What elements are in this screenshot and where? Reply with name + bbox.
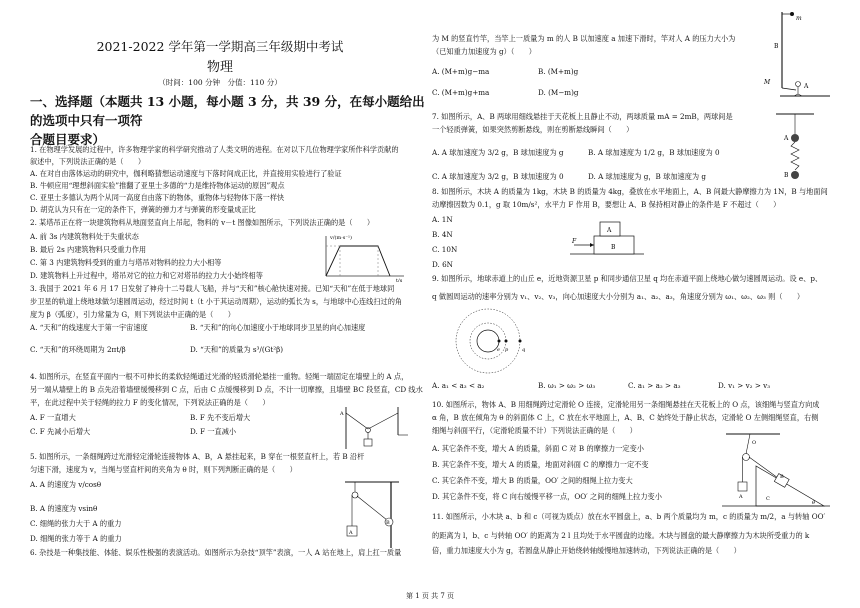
- q8-line: 8. 如图所示，木块 A 的质量为 1kg，木块 B 的质量为 4kg，叠放在水平地面上，A、B 间最大静摩擦力为 1N，B 与地面间: [432, 187, 828, 196]
- fig-label-a: A: [739, 494, 743, 500]
- q6-option: B. (M+m)g: [538, 67, 579, 76]
- q9-option: D. v₁ > v₂ > v₃: [718, 381, 771, 390]
- q1-option: B. 牛顿应用“理想斜面实验”推翻了亚里士多德的“力是维持物体运动的原因”观点: [30, 181, 285, 190]
- q4-line: 4. 如图所示，在竖直平面内一根不可伸长的柔软轻绳通过光滑的轻质滑轮悬挂一重物。轻绳一端固定在墙壁上的 A 点，: [30, 372, 409, 381]
- q9-option: C. a₁ > a₂ > a₃: [628, 381, 681, 390]
- q9-option: A. a₁ < a₃ < a₂: [432, 381, 485, 390]
- vt-graph-figure: [318, 232, 408, 282]
- q2-option: D. 建筑物料上升过程中，塔吊对它的拉力和它对塔吊的拉力大小始终相等: [30, 271, 263, 280]
- q8-option: B. 4N: [432, 230, 453, 239]
- fig-label-b: B: [611, 244, 616, 251]
- q6-line: （已知重力加速度为 g）（ ）: [432, 47, 536, 56]
- fig-label-p: p: [505, 347, 509, 353]
- q6-option: C. (M+m)g+ma: [432, 88, 490, 97]
- q10-option: D. 其它条件不变，将 C 向右缓慢平移一点，OO′ 之间的细绳上拉力变小: [432, 492, 662, 501]
- stacked-blocks-figure: [566, 218, 648, 258]
- q5-option: C. 细绳的张力大于 A 的重力: [30, 519, 122, 528]
- q6-line: 为 M 的竖直竹竿，当竿上一质量为 m 的人 B 以加速度 a 加速下滑时，竿对人 A 的压力大小为: [432, 34, 736, 43]
- q7-option: B. A 球加速度为 1/2 g，B 球加速度为 0: [588, 148, 720, 157]
- q4-line: 平，在此过程中关于轻绳的拉力 F 的变化情况，下列说法正确的是（ ）: [30, 398, 270, 407]
- vt-xlabel: t/s: [396, 278, 403, 282]
- q3-option: D. “天和”的质量为 s³/(Gt²β): [190, 345, 284, 354]
- q8-option: D. 6N: [432, 260, 453, 269]
- q4-option: C. F 先减小后增大: [30, 427, 91, 436]
- section-heading: [30, 92, 425, 149]
- fig-label-m: m: [796, 15, 802, 22]
- exam-title: 2021-2022 学年第一学期高三年级期中考试: [96, 39, 344, 54]
- q4-line: 另一端从墙壁上的 B 点先沿着墙壁缓慢移到 C 点，后由 C 点缓慢移到 D 点，不计一切摩擦，且墙壁 BC 段竖直，CD 线水: [30, 385, 423, 394]
- q8-option: C. 10N: [432, 245, 458, 254]
- q4-option: D. F 一直减小: [190, 427, 237, 436]
- q4-option: B. F 先不变后增大: [190, 413, 251, 422]
- q10-line: 10. 如图所示，物体 A、B 用细绳跨过定滑轮 O 连接，定滑轮用另一条细绳悬挂在天花板上的 O 点，该细绳与竖直方向成: [432, 400, 820, 409]
- q3-option: B. “天和”的向心加速度小于地球同步卫星的向心加速度: [190, 323, 366, 332]
- q4-option: A. F 一直增大: [30, 413, 76, 422]
- q2-option: A. 前 3s 内建筑物料处于失重状态: [30, 232, 139, 241]
- q5-option: D. 细绳的张力等于 A 的重力: [30, 534, 122, 543]
- q7-option: A. A 球加速度为 3/2 g，B 球加速度为 g: [432, 148, 564, 157]
- q5-line: 5. 如图所示，一条细绳跨过光滑轻定滑轮连接物体 A、B，A 悬挂起来，B 穿在一根竖直杆上，若 B 沿杆: [30, 452, 365, 461]
- q2-line: 2. 某塔吊正在将一块建筑物料从地面竖直向上吊起，物料的 v－t 图像如图所示，下列说法正确的是（ ）: [30, 218, 375, 227]
- q2-option: C. 第 3 内建筑物料受到的重力与塔吊对物料的拉力大小相等: [30, 258, 222, 267]
- section-heading-line1: 一、选择题（本题共 13 小题，每小题 3 分，共 39 分，在每小题给出的选项中只有一项符: [30, 94, 425, 128]
- q11-line: 11. 如图所示，小木块 a、b 和 c（可视为质点）放在水平圆盘上，a、b 两个质量均为 m，c 的质量为 m/2，a 与转轴 OO′: [432, 512, 826, 521]
- q7-option: C. A 球加速度为 3/2 g，B 球加速度为 0: [432, 172, 564, 181]
- fig-label-theta: θ: [812, 500, 816, 506]
- q10-option: B. 其它条件不变，增大 A 的质量，地面对斜面 C 的摩擦力一定不变: [432, 460, 649, 469]
- q10-line: α 角，B 放在倾角为 θ 的斜面体 C 上，C 放在水平地面上，A、B、C 始终处于静止状态，定滑轮 O 左侧细绳竖直，右侧: [432, 413, 819, 422]
- q5-option: A. A 的速度为 v/cosθ: [30, 480, 102, 489]
- q10-option: A. 其它条件不变，增大 A 的质量，斜面 C 对 B 的摩擦力一定变小: [432, 444, 644, 453]
- spring-balls-figure: [770, 110, 820, 192]
- q9-line: q 做圆周运动的速率分别为 v₁、v₂、v₃，向心加速度大小分别为 a₁、a₂、a₃，角速度分别为 ω₁、ω₂、ω₃ 则（ ）: [432, 292, 805, 301]
- exam-meta: （时间：100 分钟 分值：110 分）: [158, 78, 282, 87]
- q8-line: 动摩擦因数为 0.1，g 取 10m/s²，水平力 F 作用 B，要想让 A、B 保持相对静止的条件是 F 不超过（ ）: [432, 200, 781, 209]
- q11-line: 倍，重力加速度大小为 g，若圆盘从静止开始绕转轴缓慢地加速转动，下列说法正确的是（ ）: [432, 546, 741, 555]
- fig-label-b: B: [780, 474, 784, 480]
- q1-line: 叙述中，下列说法正确的是（ ）: [30, 157, 146, 166]
- q3-option: A. “天和”的线速度大于第一宇宙速度: [30, 323, 148, 332]
- q1-line: 1. 在物理学发展的过程中，许多物理学家的科学研究推动了人类文明的进程。在对以下几位物理学家所作科学贡献的: [30, 145, 399, 154]
- fig-label-b: B: [774, 43, 779, 50]
- wall-pulley-figure: [338, 405, 410, 451]
- fig-label-a: A: [349, 530, 353, 536]
- q7-line: 一个轻质弹簧，如果突然剪断悬线，则在剪断悬线瞬间（ ）: [432, 125, 634, 134]
- q5-line: 匀速下滑，速度为 v，当绳与竖直杆间的夹角为 θ 时，则下列判断正确的是（ ）: [30, 465, 297, 474]
- fig-label-a: A: [607, 227, 612, 234]
- fig-label-b: B: [784, 172, 789, 179]
- pole-act-figure: [760, 8, 832, 98]
- subject-title: 物理: [206, 60, 233, 75]
- fig-label-f: F: [572, 238, 577, 245]
- fig-label-q: q: [522, 347, 526, 353]
- fig-label-b: B: [386, 520, 390, 526]
- q6-option: A. (M+m)g−ma: [432, 67, 490, 76]
- q11-line: 的距离为 l，b、c 与转轴 OO′ 的距离为 2 l 且均处于水平圆盘的边缘。木块与圆盘的最大静摩擦力为木块所受重力的 k: [432, 531, 810, 540]
- fig-label-a: A: [784, 135, 789, 142]
- fig-label-e: e: [497, 347, 500, 353]
- q3-line: 步卫星的轨道上绕地球做匀速圆周运动，经过时间 t（t 小于其运动周期），运动的弧长为 s，与地球中心连线扫过的角: [30, 297, 403, 306]
- q9-option: B. ω₁ > ω₂ > ω₃: [538, 381, 596, 390]
- q7-line: 7. 如图所示，A、B 两球用细线悬挂于天花板上且静止不动，两球质量 mA = 2mB，两球间是: [432, 112, 733, 121]
- orbit-figure: [438, 305, 538, 377]
- q9-line: 9. 如图所示，地球赤道上的山丘 e，近地资源卫星 p 和同步通信卫星 q 均在赤道平面上绕地心做匀速圆周运动。设 e、p、: [432, 274, 823, 283]
- fig-label-a: A: [340, 411, 344, 417]
- fig-label-m-big: M: [764, 79, 771, 86]
- q5-option: B. A 的速度为 vsinθ: [30, 504, 98, 513]
- q1-option: A. 在对自由落体运动的研究中，伽利略猜想运动速度与下落时间成正比，并直接用实验进行了验证: [30, 169, 342, 178]
- fig-label-c: C: [766, 496, 770, 502]
- vt-ylabel: v/(m·s⁻¹): [330, 235, 352, 241]
- q6-option: D. (M−m)g: [538, 88, 579, 97]
- q6-line: 6. 杂技是一种集技能、体能、娱乐性极强的表演活动。如图所示为杂技“顶竿”表演，一人 A 站在地上，肩上扛一质量: [30, 548, 402, 557]
- q10-option: C. 其它条件不变，增大 B 的质量，OO′ 之间的细绳上拉力变大: [432, 476, 633, 485]
- q10-line: 细绳与斜面平行，（定滑轮质量不计）下列说法正确的是（ ）: [432, 426, 637, 435]
- q1-option: D. 胡克认为只有在一定的条件下，弹簧的弹力才与弹簧的形变量成正比: [30, 205, 256, 214]
- q3-option: C. “天和”的环绕周期为 2πt/β: [30, 345, 126, 354]
- q3-line: 3. 我国于 2021 年 6 月 17 日发射了神舟十二号载人飞船，并与“天和”核心舱快速对接。已知“天和”在低于地球同: [30, 284, 395, 293]
- incline-pulley-figure: [720, 432, 832, 510]
- q7-option: D. A 球加速度为 g，B 球加速度为 g: [588, 172, 706, 181]
- q2-option: B. 最后 2s 内建筑物料只受重力作用: [30, 245, 147, 254]
- pulley-rod-figure: [335, 480, 407, 550]
- q8-option: A. 1N: [432, 215, 453, 224]
- q1-option: C. 亚里士多德认为两个从同一高度自由落下的物体，重物体与轻物体下落一样快: [30, 193, 285, 202]
- q3-line: 度为 β（弧度），引力常量为 G，则下列说法中正确的是（ ）: [30, 310, 235, 319]
- section-heading-line2: 合题目要求）: [30, 132, 106, 147]
- fig-label-o: O: [752, 440, 757, 446]
- page-footer: 第 1 页 共 7 页: [405, 592, 455, 600]
- fig-label-a: A: [804, 83, 809, 90]
